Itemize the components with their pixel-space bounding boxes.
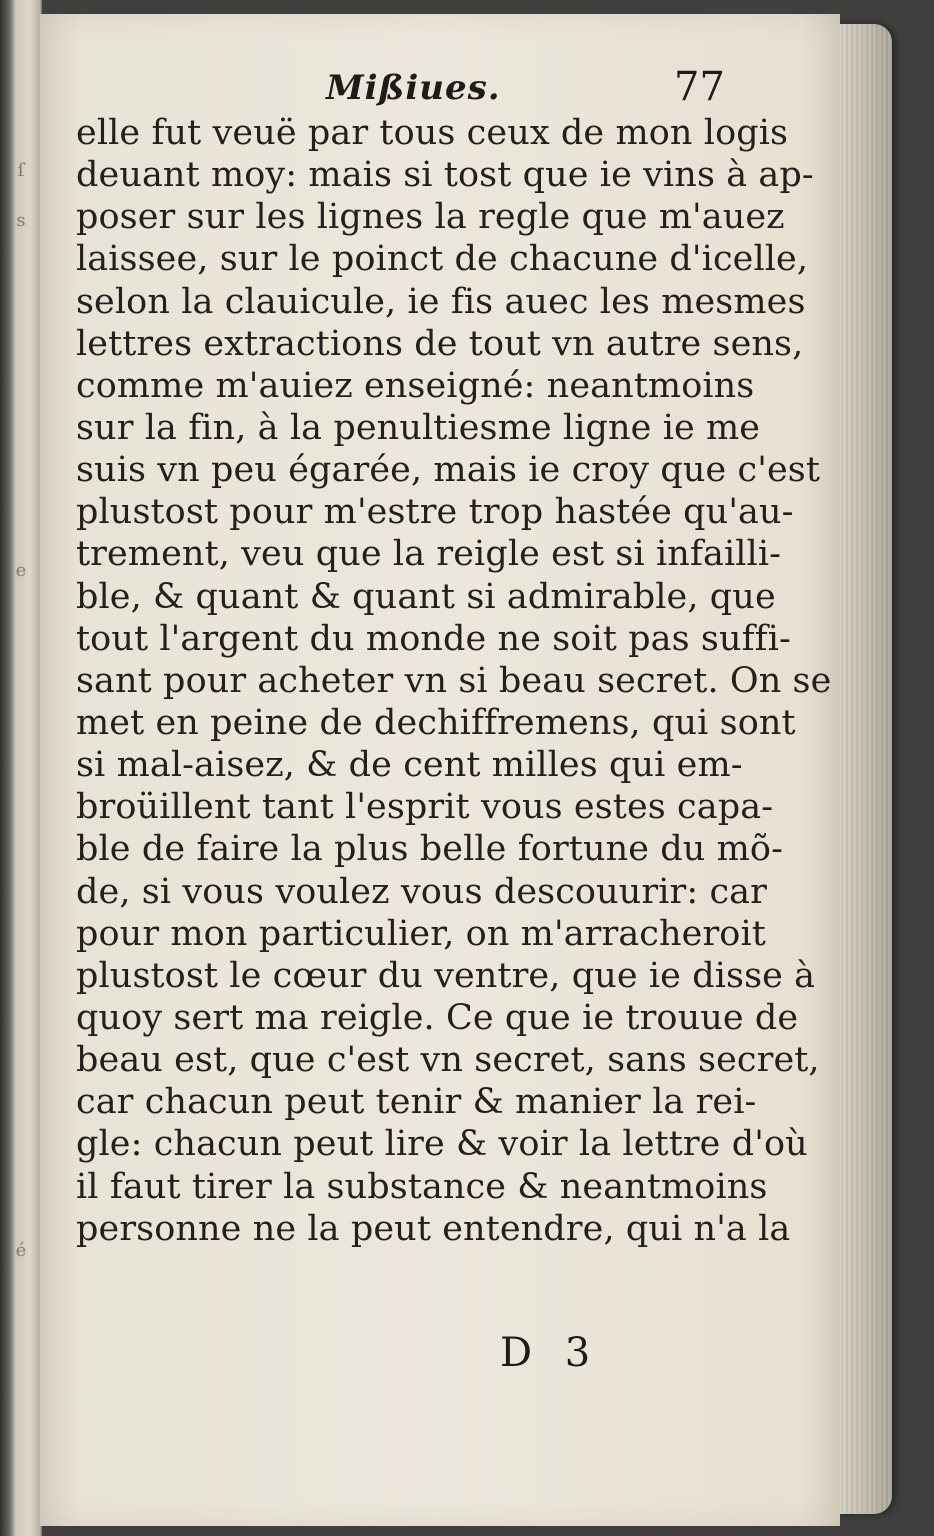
- running-head: Mißiues.: [326, 68, 501, 108]
- page-header: [40, 60, 840, 120]
- text-line: lettres extractions de tout vn autre sens,: [76, 323, 804, 364]
- facing-page-fragment: s: [16, 210, 26, 231]
- text-line: personne ne la peut entendre, qui n'a la: [76, 1208, 791, 1249]
- signature-mark: D 3: [500, 1330, 601, 1376]
- text-line: suis vn peu égarée, mais ie croy que c'est: [76, 450, 821, 491]
- text-line: sant pour acheter vn si beau secret. On se: [76, 660, 832, 701]
- text-line: plustost le cœur du ventre, que ie disse à: [76, 955, 816, 996]
- text-line: elle fut veuë par tous ceux de mon logis: [76, 113, 789, 153]
- text-line: gle: chacun peut lire & voir la lettre d'où: [76, 1124, 808, 1165]
- text-line: broüillent tant l'esprit vous estes capa-: [76, 787, 774, 828]
- text-line: pour mon particulier, on m'arracheroit: [76, 913, 766, 954]
- text-line: trement, veu que la reigle est si infailli-: [76, 534, 782, 575]
- text-line: plustost pour m'estre trop hastée qu'au-: [76, 492, 794, 533]
- facing-page-edge: [0, 0, 42, 1536]
- text-line: tout l'argent du monde ne soit pas suffi-: [76, 618, 791, 659]
- text-line: laissee, sur le poinct de chacune d'icelle,: [76, 239, 809, 280]
- text-line: sur la fin, à la penultiesme ligne ie me: [76, 407, 761, 448]
- page-number: 77: [674, 64, 725, 110]
- text-line: met en peine de dechiffremens, qui sont: [76, 702, 796, 743]
- facing-page-fragment: ſ: [17, 160, 25, 181]
- facing-page-fragment: e: [15, 560, 27, 581]
- text-line: beau est, que c'est vn secret, sans secret,: [76, 1040, 820, 1081]
- text-line: de, si vous voulez vous descouurir: car: [76, 871, 767, 912]
- page-edges-shade: [834, 24, 892, 1514]
- text-line: selon la clauicule, ie fis auec les mesmes: [76, 281, 806, 322]
- text-line: deuant moy: mais si tost que ie vins à ap-: [76, 155, 814, 196]
- text-line: si mal-aisez, & de cent milles qui em-: [76, 745, 743, 786]
- text-line: ble de faire la plus belle fortune du mõ-: [76, 829, 784, 870]
- text-line: poser sur les lignes la regle que m'auez: [76, 197, 785, 238]
- text-line: comme m'auiez enseigné: neantmoins: [76, 365, 755, 406]
- body-text: [76, 112, 832, 1250]
- facing-page-fragment: é: [15, 1240, 27, 1261]
- book-page: [40, 14, 840, 1526]
- text-line: il faut tirer la substance & neantmoins: [76, 1166, 768, 1207]
- page-edges-stack: [834, 24, 892, 1514]
- text-line: car chacun peut tenir & manier la rei-: [76, 1082, 757, 1123]
- text-line: ble, & quant & quant si admirable, que: [76, 576, 776, 617]
- text-line: quoy sert ma reigle. Ce que ie trouue de: [76, 997, 799, 1038]
